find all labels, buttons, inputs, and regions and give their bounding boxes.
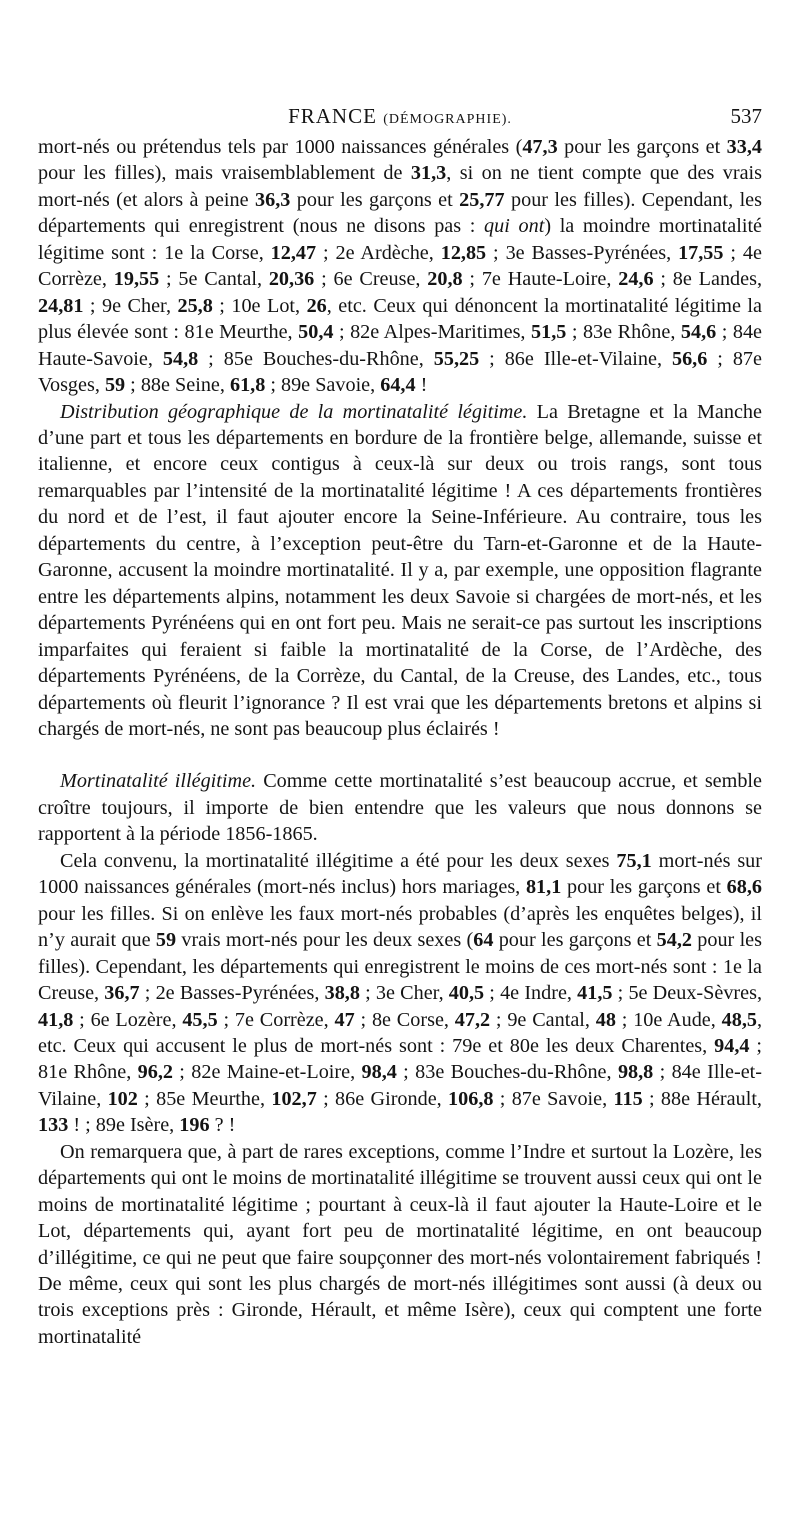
figure-value: 64,4	[380, 374, 416, 397]
figure-value: 196	[179, 1114, 210, 1137]
text-run: , etc. Ceux qui dénoncent la mortinatalité légitime la plus élevée sont : 81e Meurthe,	[38, 294, 762, 344]
figure-value: 31,3	[410, 162, 447, 185]
text-run: ; 83e Rhône,	[566, 321, 681, 344]
text-run: ; 9e Cantal,	[490, 1008, 596, 1031]
figure-value: 25,8	[177, 294, 213, 317]
figure-value: 56,6	[671, 347, 708, 370]
text-run: Cela convenu, la mortinatalité illégitime a été pour les deux sexes	[60, 849, 617, 872]
text-run: ; 83e Bouches-du-Rhône,	[396, 1061, 618, 1084]
figure-value: 61,8	[229, 374, 266, 397]
figure-value: 48,5	[721, 1008, 757, 1031]
figure-value: 64	[473, 929, 494, 952]
figure-value: 75,1	[616, 849, 652, 872]
figure-value: 54,6	[680, 321, 717, 344]
text-run: ; 7e Corrèze,	[217, 1008, 335, 1031]
text-run: ! ; 89e Isère,	[68, 1114, 180, 1137]
text-run: Comme cette mortinatalité s’est beaucoup accrue, et semble croître toujours, il importe de bien entendre que les valeurs que nous donnons se rapportent à la période 1856-1865.	[38, 770, 762, 846]
text-run: pour les filles). Cependant, les départements qui enregistrent (nous ne disons pas :	[38, 188, 762, 238]
figure-value: 36,7	[104, 982, 140, 1005]
figure-value: 36,3	[255, 188, 291, 211]
text-run: ? !	[209, 1114, 236, 1137]
figure-value: 20,8	[427, 268, 463, 291]
text-run: ; 88e Seine,	[125, 374, 230, 397]
running-header	[38, 104, 762, 132]
paragraph-1	[38, 134, 762, 399]
text-run: mort-nés sur 1000 naissances générales (mort-nés inclus) hors mariages,	[38, 849, 763, 899]
figure-value: 51,5	[531, 321, 567, 344]
figure-value: 55,25	[433, 347, 480, 370]
text-run: ; 3e Basses-Pyrénées,	[486, 241, 679, 264]
text-run: ; 4e Corrèze,	[38, 241, 762, 291]
figure-value: 17,55	[678, 241, 724, 264]
italic-text: Mortinatalité illégitime.	[60, 770, 257, 793]
figure-value: 96,2	[137, 1061, 173, 1084]
figure-value: 94,4	[714, 1034, 750, 1057]
figure-value: 59	[155, 929, 177, 952]
figure-value: 12,85	[440, 241, 487, 264]
figure-value: 133	[38, 1114, 69, 1137]
figure-value: 54,2	[656, 929, 692, 952]
text-run: pour les garçons et	[557, 136, 727, 158]
text-run: ; 81e Rhône,	[38, 1034, 763, 1084]
figure-value: 81,1	[525, 876, 562, 899]
figure-value: 47	[334, 1008, 355, 1031]
figure-value: 24,81	[38, 294, 84, 317]
paragraph-2	[38, 399, 762, 743]
text-run: ; 86e Ille-et-Vilaine,	[479, 347, 672, 370]
text-run: pour les filles), mais vraisemblablement de	[38, 162, 411, 185]
text-run: ; 10e Lot,	[212, 294, 307, 317]
figure-value: 50,4	[298, 321, 334, 344]
text-run: ; 10e Aude,	[615, 1008, 722, 1031]
text-run: ; 9e Cher,	[83, 294, 178, 317]
text-run: La Bretagne et la Manche d’une part et tous les départements en bordure de la frontière belge, allemande, suisse et italienne, et encore ceux contigus à ceux-là sur deux ou trois rangs, sont tous remarquables par l’intensité de la mortinatalité légitime ! A ces départements frontières du nord et de l’est, il faut ajouter encore la Seine-Inférieure. Au contraire, tous les départements du centre, à l’exception peut-être du Tarn-et-Garonne et de la Haute-Garonne, accusent la moindre mortinatalité. Il y a, par exemple, une opposition flagrante entre les départements alpins, notamment les deux Savoie si chargées de mort-nés, et les départements Pyrénéens qui en ont fort peu. Mais ne serait-ce pas surtout les inscriptions imparfaites qui feraient si faible la mortinatalité de la Corse, de l’Ardèche, des départements Pyrénéens, de la Corrèze, du Cantal, de la Creuse, des Landes, etc., tous départements où fleurit l’ignorance ? Il est vrai que les départements bretons et alpins si chargés de mort-nés, ne sont pas beaucoup plus éclairés !	[38, 400, 762, 740]
paragraph-4	[38, 848, 762, 1139]
figure-value: 59	[104, 374, 126, 397]
figure-value: 25,77	[459, 188, 505, 211]
text-run: On remarquera que, à part de rares exceptions, comme l’Indre et surtout la Lozère, les départements qui ont le moins de mortinatalité illégitime se trouvent aussi ceux qui ont le moins de mortinatalité légitime ; pourtant à ceux-là il faut ajouter la Haute-Loire et le Lot, départements qui, ayant fort peu de mortinatalité légitime, en ont beaucoup d’illégitime, ce qui ne peut que faire soupçonner des mort-nés volontairement fabriqués ! De même, ceux qui sont les plus chargés de mort-nés illégitimes sont aussi (à deux ou trois exceptions près : Gironde, Hérault, et même Isère), ceux qui comptent une forte mortinatalité	[38, 1140, 762, 1348]
text-run: ; 4e Indre,	[484, 982, 578, 1005]
text-run: ; 5e Cantal,	[159, 268, 269, 291]
text-run: vrais mort-nés pour les deux sexes (	[176, 929, 474, 952]
figure-value: 33,4	[726, 136, 762, 158]
text-run: ; 6e Creuse,	[314, 268, 428, 291]
text-run: pour les garçons et	[561, 876, 727, 899]
body-text	[38, 134, 762, 1350]
text-run: ) la moindre mortinatalité légitime sont : 1e la Corse,	[38, 215, 763, 264]
text-run: , si on ne tient compte que des vrais mort-nés (et alors à peine	[38, 162, 762, 211]
text-run: ; 8e Landes,	[653, 268, 762, 291]
figure-value: 20,36	[268, 268, 315, 291]
figure-value: 68,6	[726, 876, 762, 899]
text-run: pour les garçons et	[493, 929, 657, 952]
text-run: ; 84e Haute-Savoie,	[38, 321, 762, 370]
italic-text: qui ont	[484, 215, 545, 238]
figure-value: 106,8	[448, 1087, 494, 1110]
text-run: !	[415, 374, 428, 397]
figure-value: 98,4	[361, 1061, 397, 1084]
figure-value: 54,8	[162, 347, 199, 370]
figure-value: 40,5	[448, 982, 485, 1005]
figure-value: 45,5	[182, 1008, 218, 1031]
paragraph-5	[38, 1139, 762, 1351]
figure-value: 48	[595, 1008, 616, 1031]
paragraph-3	[38, 768, 762, 847]
figure-value: 102,7	[271, 1087, 317, 1110]
text-run: ; 3e Cher,	[359, 982, 449, 1005]
header-subtitle: (DÉMOGRAPHIE).	[383, 112, 512, 127]
text-run: pour les filles). Cependant, les départements qui enregistrent le moins de ces mort-nés sont : 1e la Creuse,	[38, 929, 762, 1005]
text-run: ; 7e Haute-Loire,	[462, 268, 619, 291]
figure-value: 12,47	[270, 241, 317, 264]
text-run: ; 8e Corse,	[354, 1008, 455, 1031]
figure-value: 47,2	[454, 1008, 491, 1031]
text-run: ; 82e Maine-et-Loire,	[172, 1061, 362, 1084]
text-run: ; 85e Bouches-du-Rhône,	[198, 347, 434, 370]
page-number: 537	[730, 104, 762, 128]
header-title: FRANCE	[288, 104, 377, 128]
text-run: mort-nés ou prétendus tels par 1000 naissances générales (	[38, 136, 523, 158]
text-run: pour les garçons et	[290, 188, 460, 211]
figure-value: 26	[306, 294, 327, 317]
figure-value: 47,3	[522, 136, 558, 158]
figure-value: 98,8	[617, 1061, 654, 1084]
text-run: ; 89e Savoie,	[265, 374, 381, 397]
text-run: ; 84e Ille-et-Vilaine,	[38, 1061, 763, 1110]
text-run: ; 2e Ardèche,	[316, 241, 441, 264]
text-run: ; 86e Gironde,	[316, 1087, 449, 1110]
text-run: ; 6e Lozère,	[73, 1008, 183, 1031]
figure-value: 115	[613, 1087, 643, 1110]
figure-value: 19,55	[113, 268, 160, 291]
text-run: ; 85e Meurthe,	[137, 1087, 272, 1110]
figure-value: 41,5	[577, 982, 613, 1005]
italic-text: Distribution géographique de la mortinatalité légitime.	[60, 400, 528, 423]
text-run: ; 87e Savoie,	[493, 1087, 614, 1110]
text-run: pour les filles. Si on enlève les faux mort-nés probables (d’après les enquêtes belges), il n’y aurait que	[38, 902, 762, 952]
text-run: ; 87e Vosges,	[38, 347, 762, 397]
figure-value: 102	[107, 1087, 138, 1110]
figure-value: 38,8	[324, 982, 360, 1005]
text-run: ; 5e Deux-Sèvres,	[612, 982, 762, 1005]
text-run: ; 82e Alpes-Maritimes,	[333, 321, 531, 344]
figure-value: 41,8	[38, 1008, 74, 1031]
text-run: ; 2e Basses-Pyrénées,	[139, 982, 325, 1005]
running-title	[38, 104, 762, 129]
figure-value: 24,6	[618, 268, 654, 291]
text-run: , etc. Ceux qui accusent le plus de mort-nés sont : 79e et 80e les deux Charentes,	[38, 1008, 762, 1057]
text-run: ; 88e Hérault,	[642, 1087, 762, 1110]
